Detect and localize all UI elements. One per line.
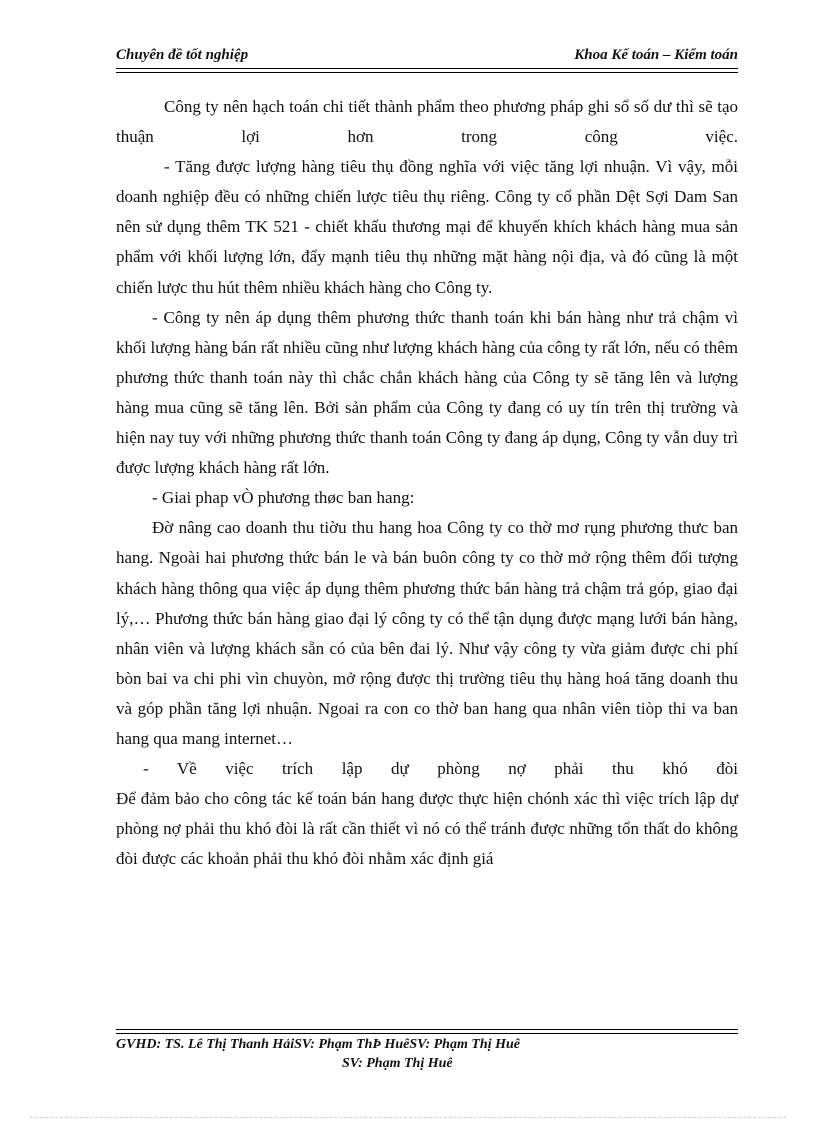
paragraph-3: - Công ty nên áp dụng thêm phương thức thanh toán khi bán hàng như trả chậm vì khối lượng hàng bán rất nhiều cũng như lượng khách hàng của công ty rất lớn, nếu có thêm phương thức thanh toán này thì chắc chắn khách hàng của Công ty sẽ tăng lên và lượng hàng mua cũng sẽ tăng lên. Bởi sản phẩm của Công ty đang có uy tín trên thị trường và hiện nay tuy với những phương thức thanh toán Công ty đang áp dụng, Công ty vẫn duy trì được lượng khách hàng rất lớn.	[116, 307, 738, 478]
header-rule-thick	[116, 68, 738, 69]
page-break-line	[30, 1117, 786, 1118]
header-department: Khoa Kế toán – Kiểm toán	[574, 47, 738, 63]
paragraph-1: Công ty nên hạch toán chi tiết thành phẩm theo phương pháp ghi sổ số dư thì sẽ tạo thuận lợi hơn trong công việc.	[116, 97, 738, 147]
paragraph-5: Đờ nâng cao doanh thu tiờu thu hang hoa Công ty co thờ mơ rụng phương thưc ban hang. Ngoài hai phương thức bán le và bán buôn công ty co thờ mở rộng thêm đối tượng khách hàng thông qua việc áp dụng thêm phương thức bán hàng trả chậm trả góp, giao đại lý,… Phương thức bán hàng giao đại lý công ty có thể tận dụng được mạng lưới bán hàng, nhân viên và lượng khách sẵn có của bên đai lý. Như vậy công ty vừa giảm được chi phí bòn bai va chi phi vìn chuyòn, mở rộng được thị trường tiêu thụ hàng hoá tăng doanh thu và góp phần tăng lợi nhuận. Ngoai ra con co thờ ban hang qua nhân viên tiòp thi va ban hang qua mang internet…	[116, 518, 738, 748]
document-body	[116, 92, 738, 874]
footer-rule-thick	[116, 1033, 738, 1034]
page-header	[116, 47, 738, 69]
paragraph-7: Để đảm bảo cho công tác kế toán bán hang được thực hiện chónh xác thì việc trích lập dự phòng nợ phải thu khó đòi là rất cần thiết vì nó có thể tránh được những tổn thất do không đòi được các khoản phải thu khó đòi nhằm xác định giá	[116, 789, 738, 869]
paragraph-6: - Về việc trích lập dự phòng nợ phải thu khó đòi	[143, 759, 738, 779]
footer-rule-thin	[116, 1029, 738, 1030]
footer-student: SV: Phạm Thị Huê	[342, 1056, 453, 1071]
paragraph-4: - Giai phap vÒ phương thøc ban hang:	[152, 488, 415, 508]
header-rule-thin	[116, 72, 738, 73]
footer-supervisor-student: GVHD: TS. Lê Thị Thanh HảiSV: Phạm ThÞ HuêSV: Phạm Thị Huê	[116, 1037, 520, 1052]
paragraph-2: - Tăng được lượng hàng tiêu thụ đồng nghĩa với việc tăng lợi nhuận. Vì vậy, mỗi doanh nghiệp đều có những chiến lược tiêu thụ riêng. Công ty cổ phần Dệt Sợi Dam San nên sử dụng thêm TK 521 - chiết khấu thương mại để khuyến khích khách hàng mua sản phẩm với khối lượng lớn, đẩy mạnh tiêu thụ những mặt hàng nội địa, và đó cũng là một chiến lược thu hút thêm nhiều khách hàng cho Công ty.	[116, 157, 738, 297]
header-document-title: Chuyên đề tốt nghiệp	[116, 47, 249, 63]
